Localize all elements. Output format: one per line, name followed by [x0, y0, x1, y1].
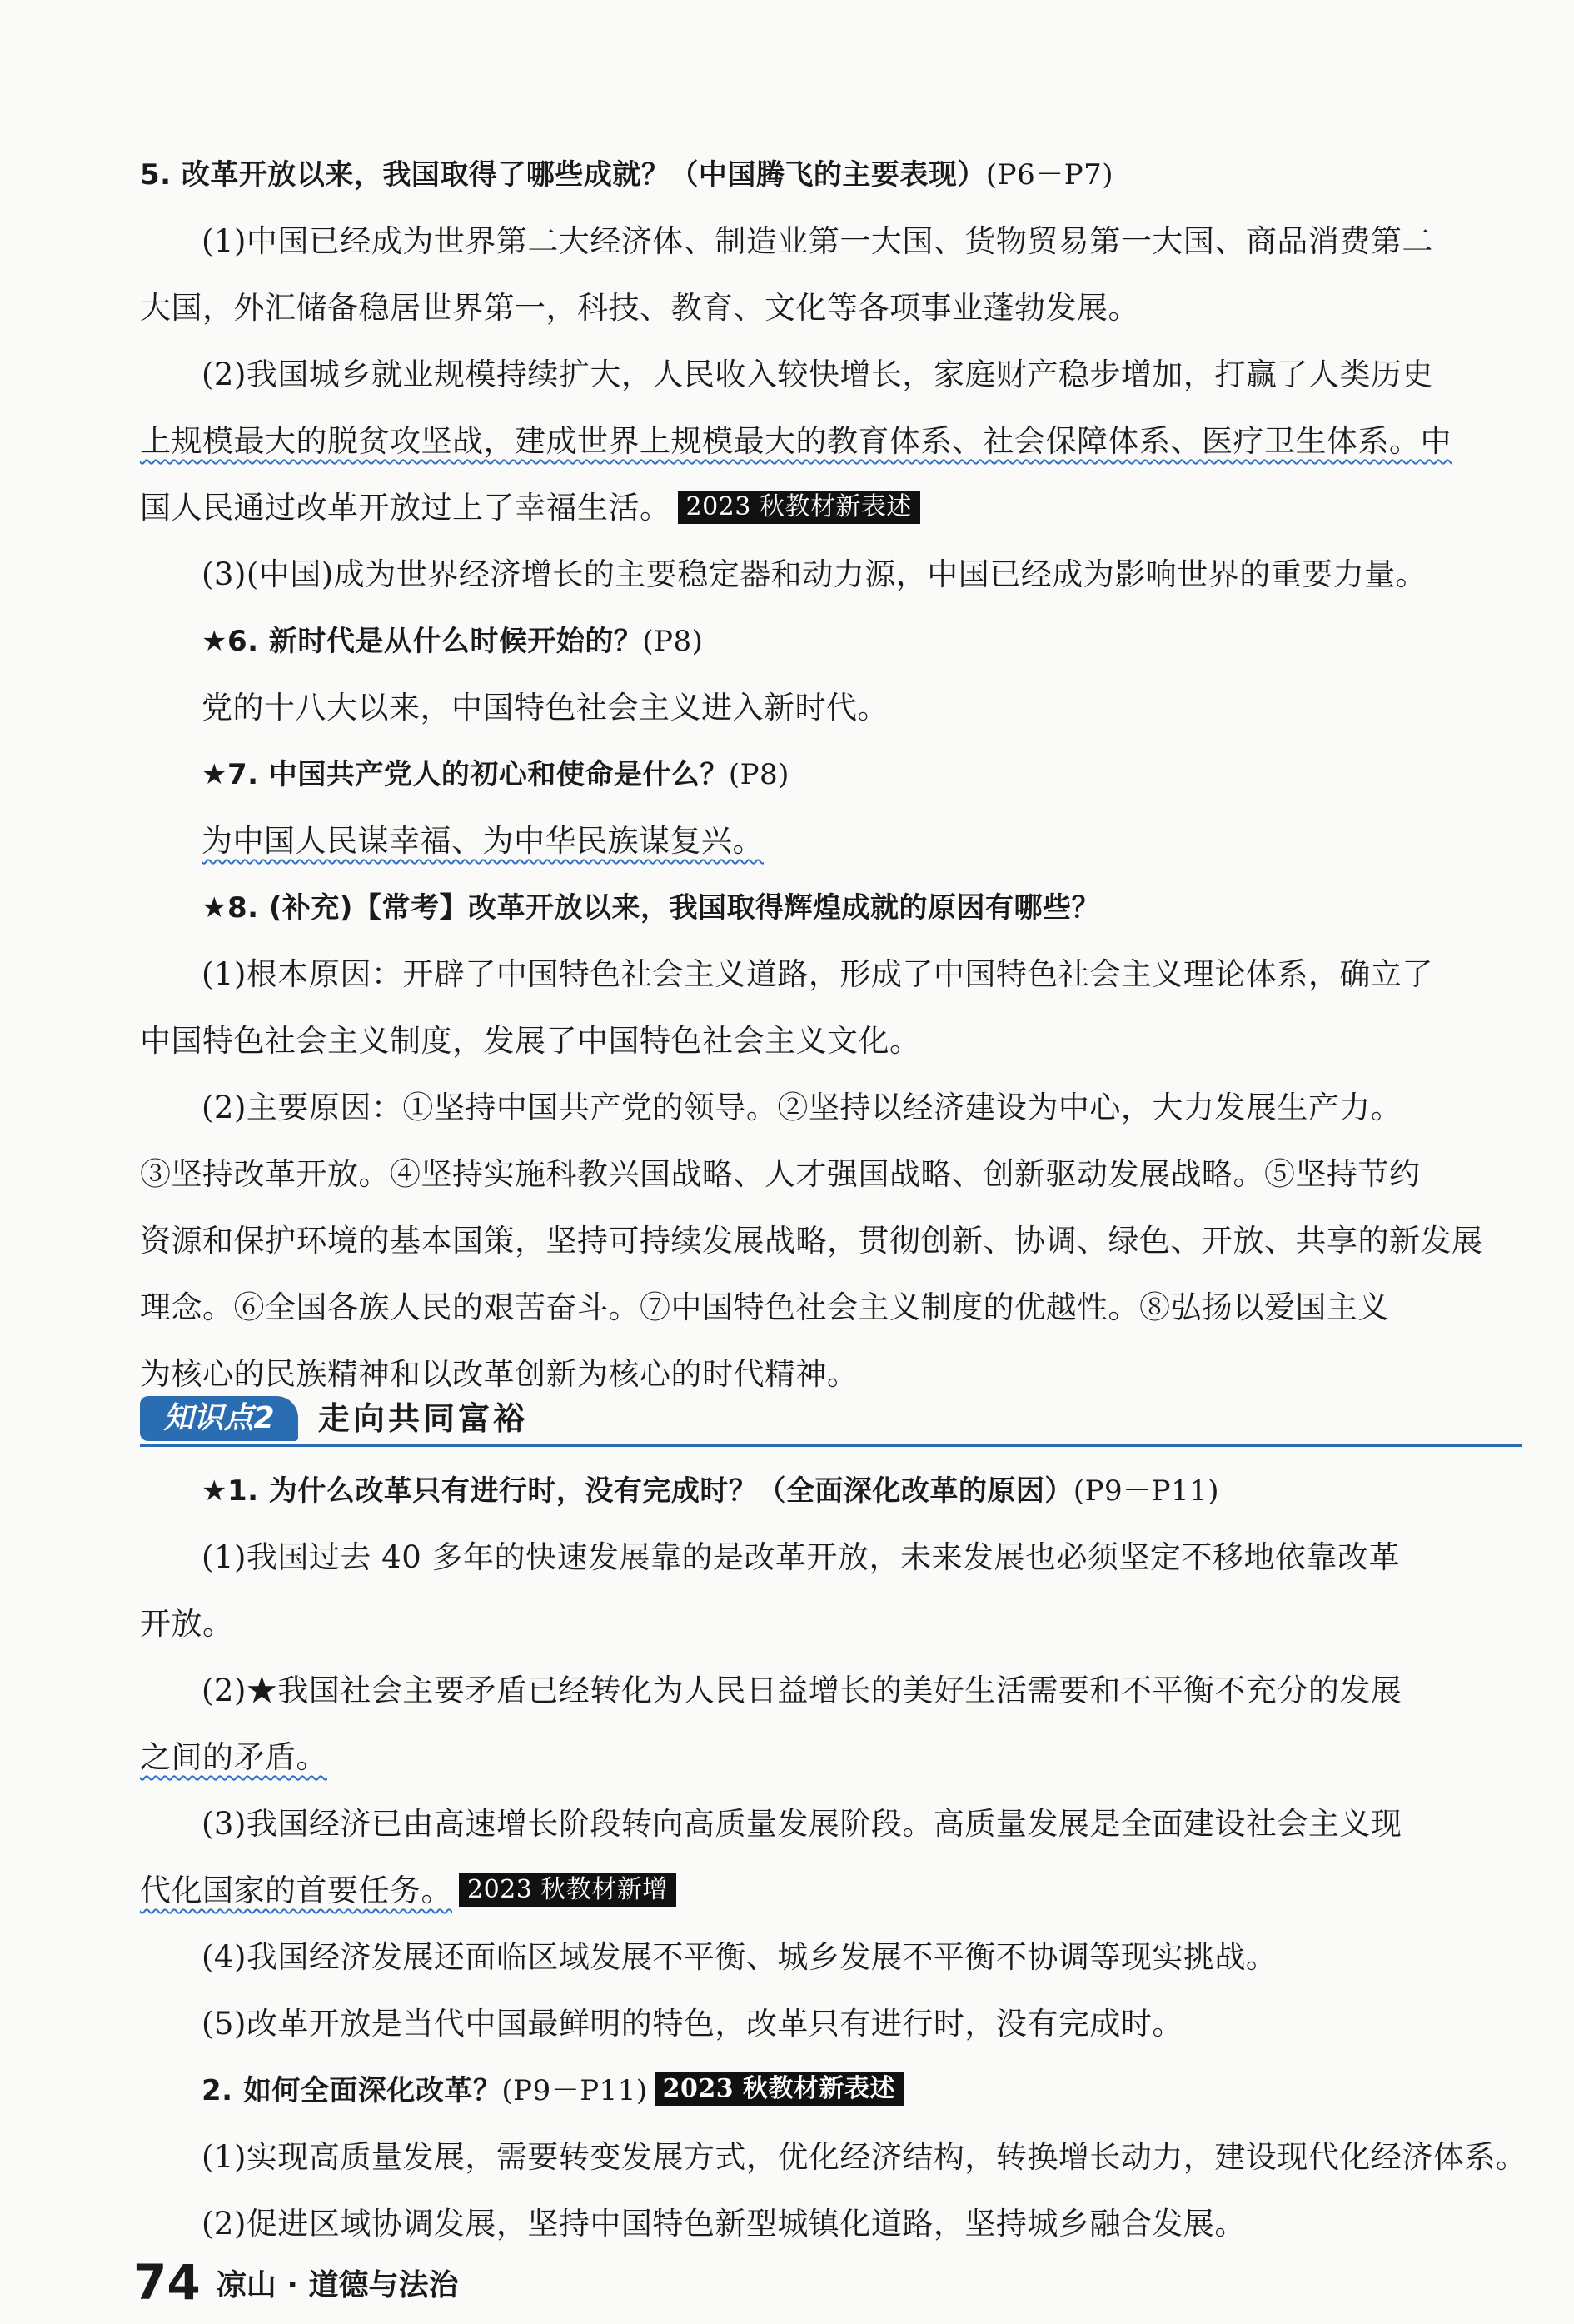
q5-p3: (3)(中国)成为世界经济增长的主要稳定器和动力源，中国已经成为影响世界的重要力量。 — [202, 556, 1427, 592]
q8-p2-line3: 资源和保护环境的基本国策，坚持可持续发展战略，贯彻创新、协调、绿色、开放、共享的新发展 — [140, 1223, 1483, 1259]
new-text-tag-2: 2023 秋教材新表述 — [655, 2072, 904, 2106]
knowledge-point-badge: 知识点2 — [140, 1396, 298, 1441]
q5-p2-line3: 国人民通过改革开放过上了幸福生活。 2023 秋教材新表述 — [140, 476, 1522, 540]
k2-p1: (1)实现高质量发展，需要转变发展方式，优化经济结构，转换增长动力，建设现代化经济体系。 — [202, 2139, 1527, 2175]
q8-p1-line1: (1)根本原因：开辟了中国特色社会主义道路，形成了中国特色社会主义理论体系，确立了 — [202, 956, 1433, 992]
page-number: 74 — [133, 2254, 201, 2311]
page-footer — [133, 2249, 459, 2316]
q8-title: ★8. (补充)【常考】改革开放以来，我国取得辉煌成就的原因有哪些？ — [202, 891, 1100, 925]
k1-p1-line1: (1)我国过去 40 多年的快速发展靠的是改革开放，未来发展也必须坚定不移地依靠改革 — [202, 1539, 1401, 1575]
k2-title: 2. 如何全面深化改革？(P9－P11) 2023 秋教材新表述 — [202, 2059, 1574, 2122]
k2-p2: (2)促进区域协调发展，坚持中国特色新型城镇化道路，坚持城乡融合发展。 — [202, 2206, 1246, 2242]
k1-p2-line1: (2)★我国社会主要矛盾已经转化为人民日益增长的美好生活需要和不平衡不充分的发展 — [202, 1673, 1402, 1708]
knowledge-point-title: 走向共同富裕 — [318, 1400, 529, 1437]
q7-answer: 为中国人民谋幸福、为中华民族谋复兴。 — [202, 823, 764, 859]
k1-p2-line2: 之间的矛盾。 — [140, 1739, 327, 1775]
q8-p1-line2: 中国特色社会主义制度，发展了中国特色社会主义文化。 — [140, 1023, 921, 1059]
q8-p2-line1: (2)主要原因：①坚持中国共产党的领导。②坚持以经济建设为中心，大力发展生产力。 — [202, 1090, 1402, 1125]
new-added-tag: 2023 秋教材新增 — [459, 1873, 676, 1907]
q8-p2-line5: 为核心的民族精神和以改革创新为核心的时代精神。 — [140, 1356, 859, 1392]
q5-p1-line2: 大国，外汇储备稳居世界第一，科技、教育、文化等各项事业蓬勃发展。 — [140, 290, 1139, 326]
k1-p5: (5)改革开放是当代中国最鲜明的特色，改革只有进行时，没有完成时。 — [202, 2006, 1183, 2042]
k1-p1-line2: 开放。 — [140, 1606, 234, 1642]
new-text-tag: 2023 秋教材新表述 — [678, 491, 920, 524]
q6-answer: 党的十八大以来，中国特色社会主义进入新时代。 — [202, 690, 889, 726]
q6-title: ★6. 新时代是从什么时候开始的？(P8) — [202, 625, 704, 658]
k1-p4: (4)我国经济发展还面临区域发展不平衡、城乡发展不平衡不协调等现实挑战。 — [202, 1939, 1278, 1975]
k1-p3-line1: (3)我国经济已由高速增长阶段转向高质量发展阶段。高质量发展是全面建设社会主义现 — [202, 1806, 1402, 1842]
book-title: 凉山 · 道德与法治 — [216, 2267, 459, 2302]
k1-p3-line2: 代化国家的首要任务。 2023 秋教材新增 — [140, 1859, 1522, 1923]
q5-title: 5. 改革开放以来，我国取得了哪些成就？（中国腾飞的主要表现）(P6－P7) — [140, 158, 1113, 192]
q8-p2-line2: ③坚持改革开放。④坚持实施科教兴国战略、人才强国战略、创新驱动发展战略。⑤坚持节约 — [140, 1156, 1421, 1192]
q7-title: ★7. 中国共产党人的初心和使命是什么？(P8) — [202, 758, 789, 791]
k1-title: ★1. 为什么改革只有进行时，没有完成时？（全面深化改革的原因）(P9－P11) — [202, 1474, 1220, 1508]
knowledge-point-header — [140, 1393, 1522, 1447]
q5-p2-line1: (2)我国城乡就业规模持续扩大，人民收入较快增长，家庭财产稳步增加，打赢了人类历史 — [202, 357, 1433, 392]
q5-p1-line1: (1)中国已经成为世界第二大经济体、制造业第一大国、货物贸易第一大国、商品消费第二 — [202, 223, 1433, 259]
q8-p2-line4: 理念。⑥全国各族人民的艰苦奋斗。⑦中国特色社会主义制度的优越性。⑧弘扬以爱国主义 — [140, 1289, 1389, 1325]
q5-p2-line2: 上规模最大的脱贫攻坚战，建成世界上规模最大的教育体系、社会保障体系、医疗卫生体系。中 — [140, 423, 1452, 459]
